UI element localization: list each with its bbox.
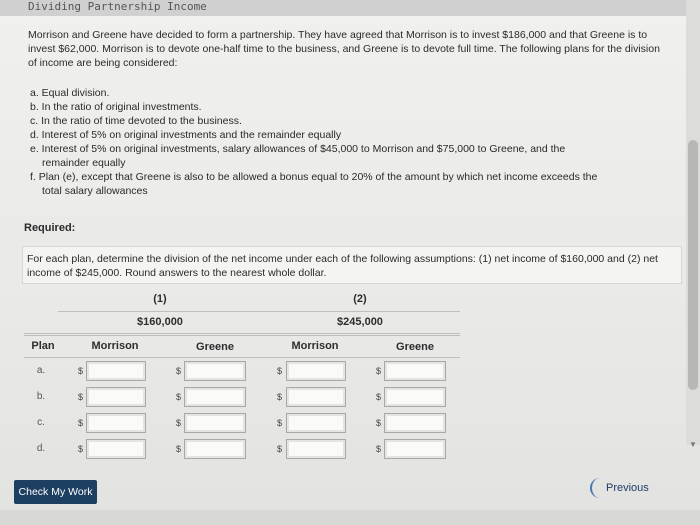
plans-list bbox=[30, 86, 670, 198]
input-a-morrison-245000[interactable] bbox=[286, 361, 346, 381]
currency-symbol: $ bbox=[78, 418, 84, 428]
plan-item-d bbox=[30, 128, 670, 142]
title-bar bbox=[0, 0, 700, 16]
plan-item-e bbox=[30, 142, 670, 170]
input-a-greene-245000[interactable] bbox=[384, 361, 446, 381]
group2-number: (2) bbox=[353, 293, 367, 305]
header-rule bbox=[58, 311, 460, 312]
currency-symbol: $ bbox=[376, 418, 382, 428]
group1-number: (1) bbox=[153, 293, 167, 305]
bottom-strip bbox=[0, 510, 700, 525]
input-b-morrison-245000[interactable] bbox=[286, 387, 346, 407]
vertical-scrollbar[interactable] bbox=[686, 0, 700, 449]
currency-symbol: $ bbox=[277, 392, 283, 402]
currency-symbol: $ bbox=[277, 444, 283, 454]
instructions-box: For each plan, determine the division of the net income under each of the following assumptions: (1) net income of $160,000 and (2) net income of $245,000. Round answers to the nearest whole dollar. bbox=[22, 246, 682, 284]
plan-item-a bbox=[30, 86, 670, 100]
plan-item-c bbox=[30, 114, 670, 128]
chevron-left-icon bbox=[590, 478, 602, 498]
input-c-morrison-245000[interactable] bbox=[286, 413, 346, 433]
header-double-rule bbox=[24, 333, 460, 336]
row-label-c: c. bbox=[37, 417, 45, 428]
column-header-rule bbox=[24, 357, 460, 358]
group2-amount: $245,000 bbox=[337, 316, 383, 328]
input-b-greene-160000[interactable] bbox=[184, 387, 246, 407]
problem-intro: Morrison and Greene have decided to form a partnership. They have agreed that Morrison is to invest $186,000 and that Greene is to invest $62,000. Morrison is to devote one-half time to the business, and Greene is to devote full time. The following plans for the division of income are being considered: bbox=[28, 29, 660, 69]
input-c-morrison-160000[interactable] bbox=[86, 413, 146, 433]
row-label-d: d. bbox=[36, 443, 46, 454]
input-d-morrison-160000[interactable] bbox=[86, 439, 146, 459]
input-b-greene-245000[interactable] bbox=[384, 387, 446, 407]
input-d-greene-245000[interactable] bbox=[384, 439, 446, 459]
currency-symbol: $ bbox=[376, 366, 382, 376]
plan-label-continued: total salary allowances bbox=[42, 185, 148, 197]
currency-symbol: $ bbox=[277, 418, 283, 428]
currency-symbol: $ bbox=[376, 444, 382, 454]
row-label-a: a. bbox=[36, 365, 46, 376]
currency-symbol: $ bbox=[277, 366, 283, 376]
previous-button[interactable] bbox=[590, 477, 649, 499]
plan-label: d. Interest of 5% on original investments and the remainder equally bbox=[30, 129, 342, 141]
scrollbar-thumb[interactable] bbox=[688, 140, 698, 390]
plan-label-continued: remainder equally bbox=[42, 157, 126, 169]
plan-label: f. Plan (e), except that Greene is also to be allowed a bonus equal to 20% of the amount by which net income exceeds the bbox=[30, 171, 598, 183]
check-my-work-button[interactable]: Check My Work bbox=[14, 480, 97, 504]
column-header-greene-2: Greene bbox=[396, 341, 434, 353]
plan-item-f bbox=[30, 170, 670, 198]
plan-label: e. Interest of 5% on original investments, salary allowances of $45,000 to Morrison and $75,000 to Greene, and the bbox=[30, 143, 566, 155]
required-heading: Required: bbox=[24, 222, 76, 234]
input-d-morrison-245000[interactable] bbox=[286, 439, 346, 459]
currency-symbol: $ bbox=[176, 444, 182, 454]
currency-symbol: $ bbox=[376, 392, 382, 402]
currency-symbol: $ bbox=[78, 366, 84, 376]
currency-symbol: $ bbox=[78, 392, 84, 402]
column-header-morrison-1: Morrison bbox=[91, 340, 139, 352]
column-header-morrison-2: Morrison bbox=[291, 340, 339, 352]
plan-item-b bbox=[30, 100, 670, 114]
input-c-greene-160000[interactable] bbox=[184, 413, 246, 433]
input-a-morrison-160000[interactable] bbox=[86, 361, 146, 381]
input-b-morrison-160000[interactable] bbox=[86, 387, 146, 407]
currency-symbol: $ bbox=[176, 366, 182, 376]
currency-symbol: $ bbox=[176, 418, 182, 428]
input-d-greene-160000[interactable] bbox=[184, 439, 246, 459]
plan-label: b. In the ratio of original investments. bbox=[30, 101, 202, 113]
group1-amount: $160,000 bbox=[137, 316, 183, 328]
currency-symbol: $ bbox=[78, 444, 84, 454]
page-title: Dividing Partnership Income bbox=[28, 0, 207, 13]
input-a-greene-160000[interactable] bbox=[184, 361, 246, 381]
currency-symbol: $ bbox=[176, 392, 182, 402]
plan-label: a. Equal division. bbox=[30, 87, 110, 99]
previous-label: Previous bbox=[606, 482, 649, 494]
required-section bbox=[0, 215, 686, 243]
plan-label: c. In the ratio of time devoted to the business. bbox=[30, 115, 242, 127]
column-header-plan: Plan bbox=[31, 340, 55, 352]
scroll-down-arrow-icon[interactable]: ▼ bbox=[689, 440, 697, 449]
input-c-greene-245000[interactable] bbox=[384, 413, 446, 433]
row-label-b: b. bbox=[36, 391, 46, 402]
column-header-greene-1: Greene bbox=[196, 341, 234, 353]
